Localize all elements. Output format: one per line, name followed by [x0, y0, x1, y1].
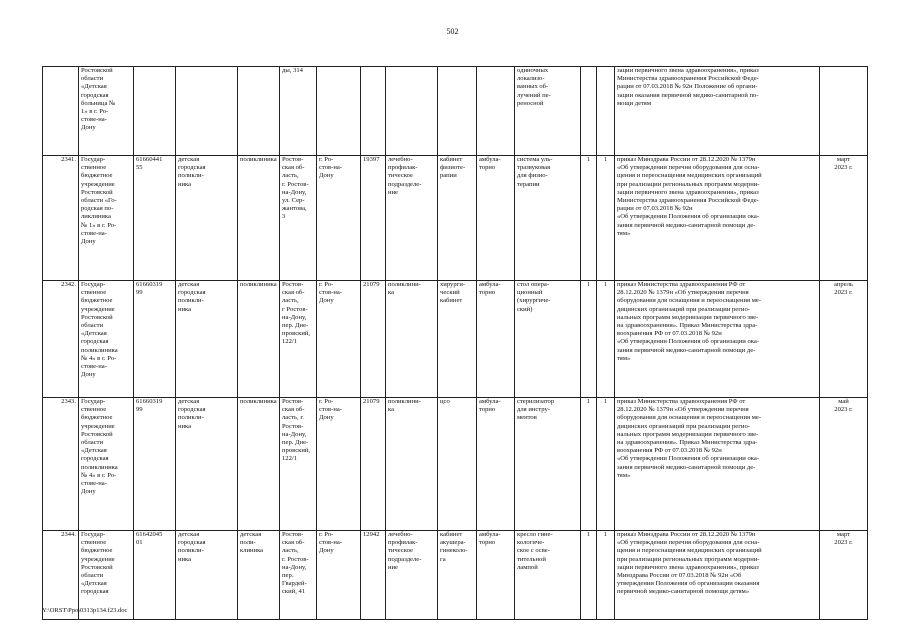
cell-quantity-1: [581, 67, 597, 156]
cell-address: Ростов- ская об- ласть, г Ростов- на-Дону, пер. Дне- провский, 122/1: [280, 281, 317, 398]
cell-mode: амбула- торно: [477, 398, 515, 531]
cell-number: 2341.: [43, 156, 79, 281]
cell-city: г. Ро- стов-на- Дону: [317, 156, 361, 281]
cell-quantity-2: 1: [597, 156, 615, 281]
cell-date: май 2023 г.: [820, 398, 868, 531]
cell-basis: приказ Минздрава России от 28.12.2020 № 1379н «Об утверждении перечня оборудования для осна- щения и переоснащения медицинских организаций при реализации региональных программ модерни- зации первичного звена здравоохранения», приказ Минздрава России от 07.03.2018 № 92н «Об утверждении Положения об организации оказания первичной медико-санитарной помощи детям»: [615, 531, 820, 620]
cell-org-type: [176, 67, 238, 156]
cell-code: 61660319 99: [134, 281, 176, 398]
cell-number: [43, 67, 79, 156]
cell-city: г. Ро- стов-на- Дону: [317, 281, 361, 398]
table-row: [43, 156, 868, 281]
page-number: 502: [446, 27, 459, 36]
cell-basis: приказ Министерства здравоохранения РФ от 28.12.2020 № 1379н «Об утверждении перечня оборудования для оснащения и переоснащения ме- дицинских организаций при реализации регио- нальных программ модернизации первичного зве- на здравоохранения». Приказ Министерства здра- воохранения РФ от 07.03.2018 № 92н «Об утверждении Положения об организации ока- зания первичной медико-санитарной помощи де- тям»: [615, 398, 820, 531]
cell-quantity-1: 1: [581, 531, 597, 620]
cell-address: Ростов- ская об- ласть, г. Ростов- на-Дону, пер. Гвардей- ский, 41: [280, 531, 317, 620]
cell-quantity-1: 1: [581, 156, 597, 281]
cell-address: Ростов- ская об- ласть, г. Ростов- на-Дону, ул. Сер- жантова, 3: [280, 156, 317, 281]
cell-code: 61642045 01: [134, 531, 176, 620]
cell-index: 21079: [361, 281, 386, 398]
cell-date: [820, 67, 868, 156]
cell-city: г. Ро- стов-на- Дону: [317, 531, 361, 620]
cell-quantity-2: 1: [597, 531, 615, 620]
cell-equipment: стол опера- ционный (хирургиче- ский): [515, 281, 581, 398]
footer-file-path: Y:\ORST\Ppo\0313p134.f23.doc: [42, 607, 128, 614]
cell-index: 19397: [361, 156, 386, 281]
cell-department: поликлини- ка: [386, 398, 438, 531]
cell-basis: приказ Минздрава России от 28.12.2020 № 1379н «Об утверждении перечня оборудования для осна- щения и переоснащения медицинских организаций при реализации региональных программ модерни- зации первичного звена здравоохранения», приказ Министерства здравоохранения Российской Феде- рации от 07.03.2018 № 92н «Об утверждении Положения об организации ока- зания первичной медико-санитарной помощи де- тям»: [615, 156, 820, 281]
cell-subdivision: поликлиника: [238, 281, 280, 398]
cell-subdivision: поликлиника: [238, 398, 280, 531]
cell-organization: Государ- ственное бюджетное учреждение Ростовской области «Детская городская поликлиника № 4» в г. Ро- стове-на- Дону: [79, 398, 134, 531]
cell-org-type: детская городская поликли- ника: [176, 281, 238, 398]
cell-number: 2344.: [43, 531, 79, 620]
cell-room: хирурги- ческий кабинет: [438, 281, 477, 398]
cell-mode: амбула- торно: [477, 531, 515, 620]
cell-equipment: кресло гине- кологиче- ское с осве- тительной лампой: [515, 531, 581, 620]
cell-department: поликлини- ка: [386, 281, 438, 398]
cell-city: [317, 67, 361, 156]
cell-room: [438, 67, 477, 156]
cell-quantity-2: 1: [597, 281, 615, 398]
cell-address: Ростов- ская об- ласть, г. Ростов- на-Дону, пер. Дне- провский, 122/1: [280, 398, 317, 531]
cell-code: [134, 67, 176, 156]
equipment-table: [42, 66, 868, 620]
cell-basis: зации первичного звена здравоохранения», приказ Министерства здравоохранения Российской Феде- рации от 07.03.2018 № 92н Положение об органи- зации оказания первичной медико-санитарной по- мощи детям: [615, 67, 820, 156]
cell-basis: приказ Министерства здравоохранения РФ от 28.12.2020 № 1379н «Об утверждении перечня оборудования для оснащения и переоснащения ме- дицинских организаций при реализации регио- нальных программ модернизации первичного зве- на здравоохранения». Приказ Министерства здра- воохранения РФ от 07.03.2018 № 92н «Об утверждении Положения об организации ока- зания первичной медико-санитарной помощи де- тям»: [615, 281, 820, 398]
cell-code: 61660441 55: [134, 156, 176, 281]
cell-equipment: система уль- тразвуковая для физио- терапии: [515, 156, 581, 281]
cell-org-type: детская городская поликли- ника: [176, 531, 238, 620]
cell-mode: [477, 67, 515, 156]
cell-org-type: детская городская поликли- ника: [176, 156, 238, 281]
cell-equipment: стерилизатор для инстру- ментов: [515, 398, 581, 531]
cell-equipment: одиночных локализо- ванных об- лучений пе- реносной: [515, 67, 581, 156]
cell-index: 21079: [361, 398, 386, 531]
table-row: [43, 67, 868, 156]
cell-date: март 2023 г.: [820, 531, 868, 620]
table-row: [43, 281, 868, 398]
cell-mode: амбула- торно: [477, 156, 515, 281]
cell-department: [386, 67, 438, 156]
cell-city: г. Ро- стов-на- Дону: [317, 398, 361, 531]
cell-index: [361, 67, 386, 156]
cell-index: 12942: [361, 531, 386, 620]
table-row: [43, 398, 868, 531]
cell-organization: Государ- ственное бюджетное учреждение Ростовской области «Го- родская по- ликлиника № 1» в г. Ро- стове-на- Дону: [79, 156, 134, 281]
cell-subdivision: детская поли- клиника: [238, 531, 280, 620]
cell-quantity-1: 1: [581, 398, 597, 531]
cell-number: 2343.: [43, 398, 79, 531]
cell-code: 61660319 99: [134, 398, 176, 531]
cell-quantity-2: [597, 67, 615, 156]
cell-subdivision: [238, 67, 280, 156]
cell-organization: Ростовской области «Детская городская больница № 1» в г. Ро- стове-на- Дону: [79, 67, 134, 156]
cell-department: лечебно- профилак- тическое подразделе- ние: [386, 156, 438, 281]
cell-mode: амбула- торно: [477, 281, 515, 398]
cell-room: кабинет акушера- гинеколо- га: [438, 531, 477, 620]
cell-date: апрель 2023 г.: [820, 281, 868, 398]
cell-organization: Государ- ственное бюджетное учреждение Ростовской области «Детская городская: [79, 531, 134, 620]
cell-organization: Государ- ственное бюджетное учреждение Ростовской области «Детская городская поликлиника № 4» в г. Ро- стове-на- Дону: [79, 281, 134, 398]
cell-room: кабинет физиоте- рапии: [438, 156, 477, 281]
cell-number: 2342.: [43, 281, 79, 398]
cell-subdivision: поликлиника: [238, 156, 280, 281]
cell-address: ды, 314: [280, 67, 317, 156]
cell-quantity-1: 1: [581, 281, 597, 398]
cell-department: лечебно- профилак- тическое подразделе- ние: [386, 531, 438, 620]
cell-org-type: детская городская поликли- ника: [176, 398, 238, 531]
cell-date: март 2023 г.: [820, 156, 868, 281]
table-row: [43, 531, 868, 620]
cell-room: цсо: [438, 398, 477, 531]
cell-quantity-2: 1: [597, 398, 615, 531]
